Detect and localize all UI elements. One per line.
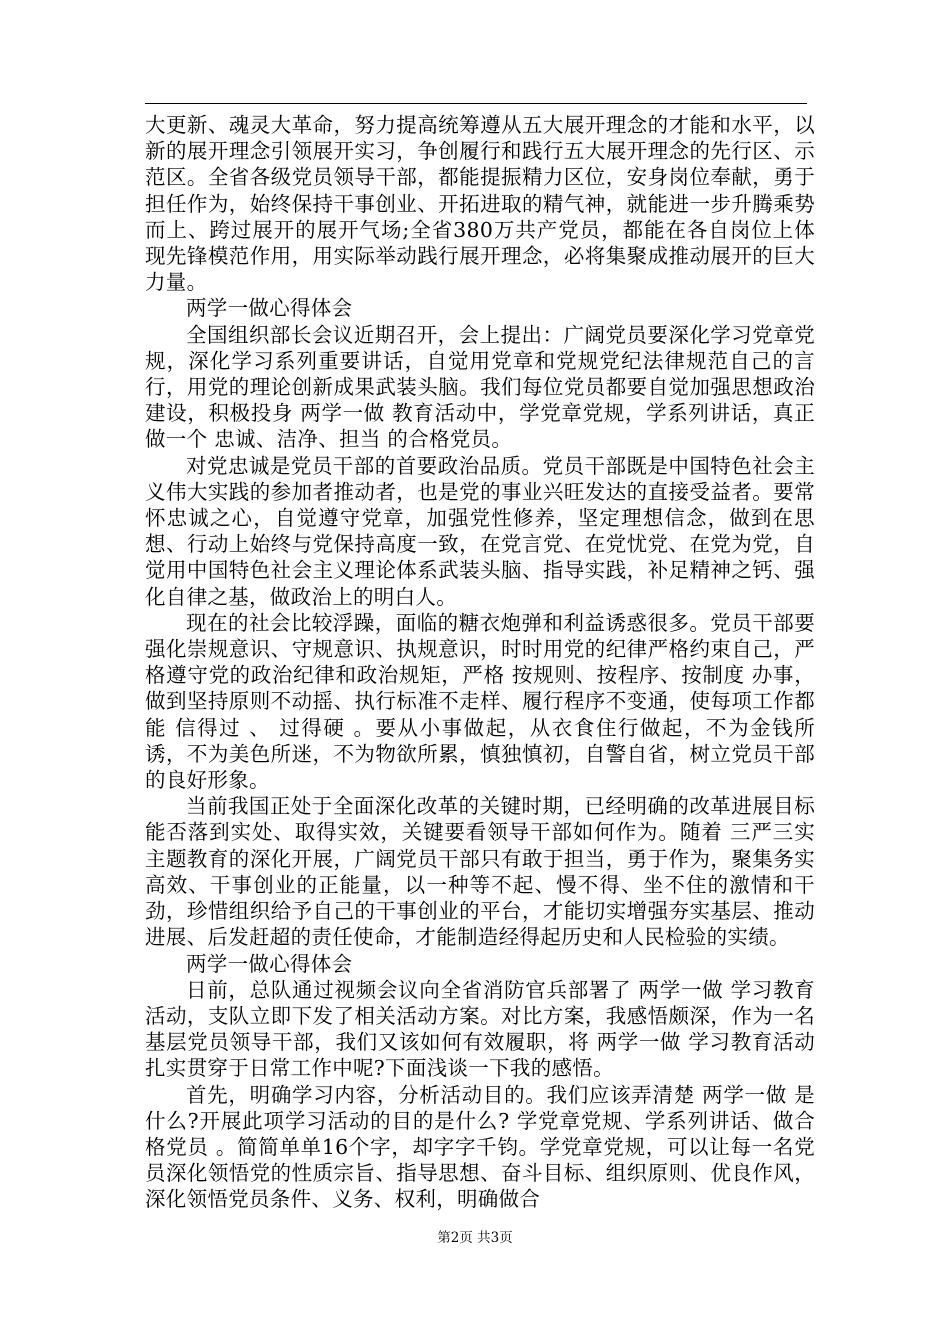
section-heading: 两学一做心得体会 [186,951,353,976]
document-body [145,112,815,1213]
paragraph-continuation: 大更新、魂灵大革命，努力提高统筹遵从五大展开理念的才能和水平，以新的展开理念引领展开实习，争创履行和践行五大展开理念的先行区、示范区。全省各级党员领导干部，都能提振精力区位，安身岗位奉献，勇于担任作为，始终保持干事创业、开拓进取的精气神，就能进一步升腾乘势而上、跨过展开的展开气场;全省380万共产党员，都能在各自岗位上体现先锋模范作用，用实际举动践行展开理念，必将集聚成推动展开的巨大力量。 [145,113,815,295]
paragraph: 对党忠诚是党员干部的首要政治品质。党员干部既是中国特色社会主义伟大实践的参加者推动者，也是党的事业兴旺发达的直接受益者。要常怀忠诚之心，自觉遵守党章，加强党性修养，坚定理想信念，做到在思想、行动上始终与党保持高度一致，在党言党、在党忧党、在党为党，自觉用中国特色社会主义理论体系武装头脑、指导实践，补足精神之钙、强化自律之基，做政治上的明白人。 [145,453,815,609]
header-rule [145,103,807,104]
page-footer: 第2页 共3页 [437,1230,513,1246]
paragraph: 日前，总队通过视频会议向全省消防官兵部署了 两学一做 学习教育活动，支队立即下发了相关活动方案。对比方案，我感悟颇深，作为一名基层党员领导干部，我们又该如何有效履职，将 两学一做 学习教育活动扎实贯穿于日常工作中呢?下面浅谈一下我的感悟。 [145,977,815,1081]
paragraph: 首先，明确学习内容，分析活动目的。我们应该弄清楚 两学一做 是什么?开展此项学习活动的目的是什么? 学党章党规、学系列讲话、做合格党员 。简简单单16个字，却字字千钧。学党章党规，可以让每一名党员深化领悟党的性质宗旨、指导思想、奋斗目标、组织原则、优良作风，深化领悟党员条件、义务、权利，明确做合 [145,1082,815,1212]
section-heading: 两学一做心得体会 [186,296,353,321]
paragraph: 全国组织部长会议近期召开，会上提出：广阔党员要深化学习党章党规，深化学习系列重要讲话，自觉用党章和党规党纪法律规范自己的言行，用党的理论创新成果武装头脑。我们每位党员都要自觉加强思想政治建设，积极投身 两学一做 教育活动中，学党章党规，学系列讲话，真正做一个 忠诚、洁净、担当 的合格党员。 [145,322,815,452]
paragraph: 当前我国正处于全面深化改革的关键时期，已经明确的改革进展目标能否落到实处、取得实效，关键要看领导干部如何作为。随着 三严三实 主题教育的深化开展，广阔党员干部只有敢于担当，勇于作为，聚集务实高效、干事创业的正能量，以一种等不起、慢不得、坐不住的激情和干劲，珍惜组织给予自己的干事创业的平台，才能切实增强夯实基层、推动进展、后发赶超的责任使命，才能制造经得起历史和人民检验的实绩。 [145,794,815,950]
paragraph: 现在的社会比较浮躁，面临的糖衣炮弹和利益诱惑很多。党员干部要强化崇规意识、守规意识、执规意识，时时用党的纪律严格约束自己，严格遵守党的政治纪律和政治规矩，严格 按规则、按程序、按制度 办事，做到坚持原则不动摇、执行标准不走样、履行程序不变通，使每项工作都能 信得过 、 过得硬 。要从小事做起，从衣食住行做起，不为金钱所诱，不为美色所迷，不为物欲所累，慎独慎初，自警自省，树立党员干部的良好形象。 [145,610,815,793]
